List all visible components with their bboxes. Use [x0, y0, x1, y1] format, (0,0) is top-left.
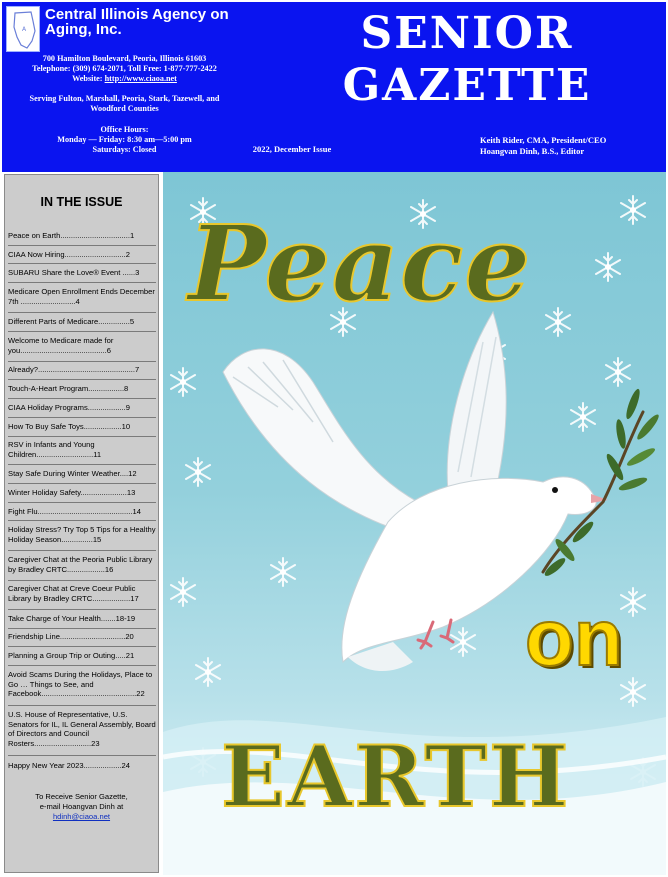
toc-divider [8, 263, 156, 264]
svg-text:A: A [22, 26, 27, 33]
cover-title-peace: Peace [188, 202, 532, 325]
toc-divider [8, 705, 156, 706]
staff-president: Keith Rider, CMA, President/CEO [480, 135, 607, 145]
toc-item[interactable]: Different Parts of Medicare...............5 [8, 317, 135, 326]
toc-divider [8, 580, 156, 581]
toc-item[interactable]: Touch-A-Heart Program.................8 [8, 384, 129, 393]
table-of-contents [4, 174, 159, 873]
toc-item[interactable]: CIAA Now Hiring.............................2 [8, 250, 130, 259]
toc-divider [8, 665, 156, 666]
toc-item[interactable]: U.S. House of Representative, U.S. Senators for IL, IL General Assembly, Board of Directors and Council Rosters...........................23 [8, 710, 156, 748]
toc-item[interactable]: Avoid Scams During the Holidays, Place to Go … Things to See, and Facebook.............................................22 [8, 670, 153, 699]
website-label: Website: [72, 74, 103, 83]
title-line-gazette: GAZETTE [342, 60, 592, 111]
toc-title: IN THE ISSUE [40, 195, 123, 209]
toc-divider [8, 417, 156, 418]
agency-website [2, 74, 247, 84]
toc-divider [8, 245, 156, 246]
toc-item[interactable]: Peace on Earth.................................1 [8, 231, 135, 240]
toc-divider [8, 282, 156, 283]
cover-title-on: on [525, 593, 623, 682]
toc-item[interactable]: Planning a Group Trip or Outing.....21 [8, 651, 135, 660]
toc-item[interactable]: Caregiver Chat at Creve Coeur Public Library by Bradley CRTC..................17 [8, 584, 139, 603]
toc-divider [8, 483, 156, 484]
agency-name: Central Illinois Agency on Aging, Inc. [45, 6, 229, 38]
toc-divider [8, 520, 156, 521]
agency-telephone: Telephone: (309) 674-2071, Toll Free: 1-877-777-2422 [32, 64, 217, 73]
subscribe-note [5, 792, 158, 822]
toc-item[interactable]: Medicare Open Enrollment Ends December 7th ..........................4 [8, 287, 155, 306]
toc-item[interactable]: CIAA Holiday Programs..................9 [8, 403, 130, 412]
toc-divider [8, 436, 156, 437]
toc-item[interactable]: Welcome to Medicare made for you.........................................6 [8, 336, 114, 355]
toc-item[interactable]: Winter Holiday Safety......................13 [8, 488, 136, 497]
serving-counties: Serving Fulton, Marshall, Peoria, Stark, Tazewell, and Woodford Counties [29, 94, 220, 113]
subscribe-line-2: e-mail Hoangvan Dinh at [39, 802, 124, 811]
toc-divider [8, 312, 156, 313]
toc-item[interactable]: Caregiver Chat at the Peoria Public Library by Bradley CRTC..................16 [8, 555, 153, 574]
masthead-header [2, 2, 666, 172]
publication-title [292, 8, 642, 112]
toc-divider [8, 331, 156, 332]
toc-divider [8, 379, 156, 380]
agency-logo [6, 6, 40, 52]
toc-divider [8, 502, 156, 503]
subscribe-line-1: To Receive Senior Gazette, [35, 792, 128, 801]
toc-divider [8, 755, 156, 756]
agency-address: 700 Hamilton Boulevard, Peoria, Illinois 61603 [42, 54, 207, 63]
office-hours-title: Office Hours: [100, 125, 149, 134]
staff-credits [480, 135, 665, 157]
toc-divider [8, 628, 156, 629]
toc-item[interactable]: RSV in Infants and Young Children...........................11 [8, 440, 102, 459]
toc-item[interactable]: Already?..............................................7 [8, 365, 140, 374]
toc-item[interactable]: SUBARU Share the Love® Event ......3 [8, 268, 140, 277]
toc-divider [8, 550, 156, 551]
toc-item[interactable]: Take Charge of Your Health.......18-19 [8, 614, 136, 623]
cover-illustration [163, 172, 666, 875]
toc-item[interactable]: Friendship Line...............................20 [8, 632, 134, 641]
issue-date: 2022, December Issue [252, 144, 332, 154]
website-link[interactable]: http://www.ciaoa.net [104, 74, 177, 83]
toc-item[interactable]: Stay Safe During Winter Weather....12 [8, 469, 137, 478]
toc-item[interactable]: Happy New Year 2023..................24 [8, 761, 130, 770]
title-line-senior: SENIOR [360, 8, 574, 59]
cover-title-earth: EARTH [221, 727, 571, 826]
toc-item[interactable]: Fight Flu.............................................14 [8, 507, 141, 516]
toc-divider [8, 609, 156, 610]
subscribe-email-link[interactable]: hdinh@ciaoa.net [52, 812, 111, 821]
toc-divider [8, 361, 156, 362]
toc-divider [8, 646, 156, 647]
office-hours-weekday: Monday — Friday: 8:30 am—5:00 pm [57, 135, 192, 144]
staff-editor: Hoangvan Dinh, B.S., Editor [480, 146, 585, 156]
toc-item[interactable]: Holiday Stress? Try Top 5 Tips for a Healthy Holiday Season...............15 [8, 525, 156, 544]
toc-item[interactable]: How To Buy Safe Toys..................10 [8, 422, 131, 431]
toc-divider [8, 464, 156, 465]
toc-divider [8, 398, 156, 399]
office-hours-saturday: Saturdays: Closed [92, 145, 157, 154]
